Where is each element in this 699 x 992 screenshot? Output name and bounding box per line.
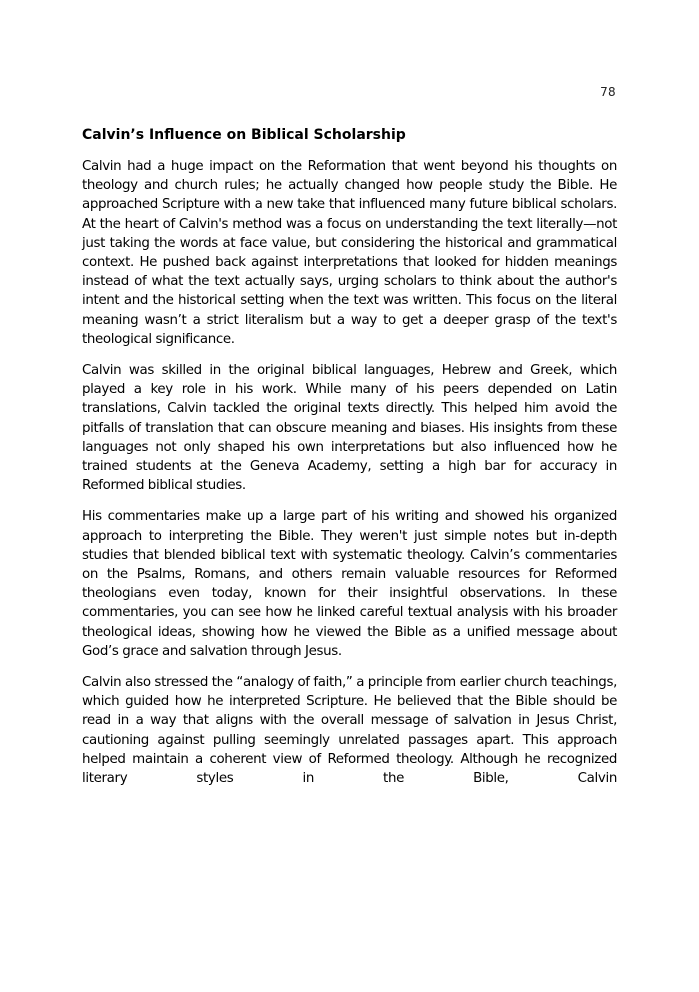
- paragraph-4: Calvin also stressed the “analogy of faith,” a principle from earlier church teachings, which guided how he interpreted Scripture. He believed that the Bible should be read in a way that aligns with the overall message of salvation in Jesus Christ, cautioning against pulling seemingly unrelated passages apart. This approach helped maintain a coherent view of Reformed theology. Although he recognized literary styles in the Bible, Calvin: [82, 675, 617, 787]
- page-content: [82, 126, 617, 800]
- paragraph-2: Calvin was skilled in the original biblical languages, Hebrew and Greek, which played a key role in his work. While many of his peers depended on Latin translations, Calvin tackled the original texts directly. This helped him avoid the pitfalls of translation that can obscure meaning and biases. His insights from these languages not only shaped his own interpretations but also influenced how he trained students at the Geneva Academy, setting a high bar for accuracy in Reformed biblical studies.: [82, 363, 617, 494]
- page-number: 78: [600, 85, 616, 99]
- paragraph-3: His commentaries make up a large part of his writing and showed his organized approach to interpreting the Bible. They weren't just simple notes but in-depth studies that blended biblical text with systematic theology. Calvin’s commentaries on the Psalms, Romans, and others remain valuable resources for Reformed theologians even today, known for their insightful observations. In these commentaries, you can see how he linked careful textual analysis with his broader theological ideas, showing how he viewed the Bible as a unified message about God’s grace and salvation through Jesus.: [82, 509, 617, 659]
- section-heading: Calvin’s Influence on Biblical Scholarship: [82, 127, 406, 143]
- paragraph-1: Calvin had a huge impact on the Reformation that went beyond his thoughts on theology and church rules; he actually changed how people study the Bible. He approached Scripture with a new take that influenced many future biblical scholars. At the heart of Calvin's method was a focus on understanding the text literally—not just taking the words at face value, but considering the historical and grammatical context. He pushed back against interpretations that looked for hidden meanings instead of what the text actually says, urging scholars to think about the author's intent and the historical setting when the text was written. This focus on the literal meaning wasn’t a strict literalism but a way to get a deeper grasp of the text's theological significance.: [82, 159, 617, 347]
